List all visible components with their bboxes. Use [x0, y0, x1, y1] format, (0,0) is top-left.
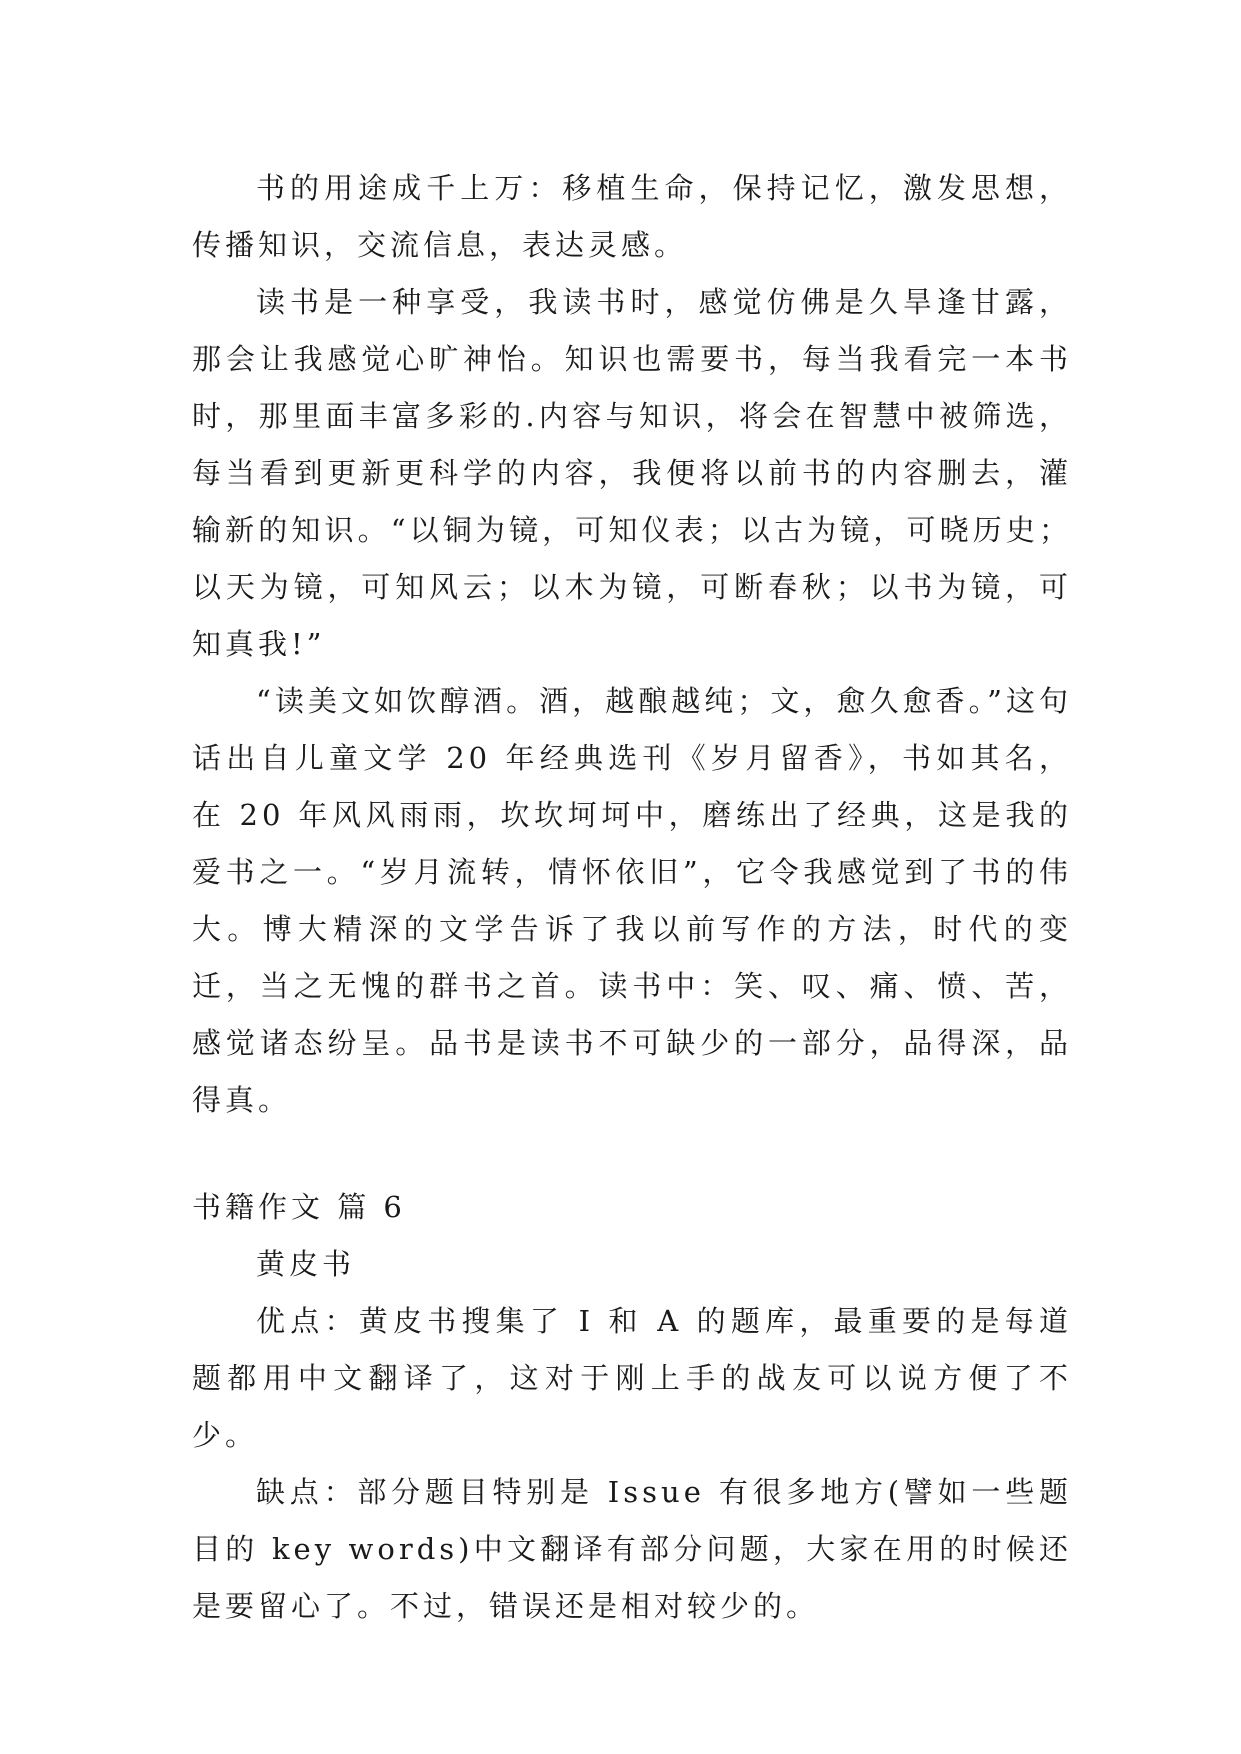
- paragraph-book-uses: 书的用途成千上万：移植生命，保持记忆，激发思想，传播知识，交流信息，表达灵感。: [192, 171, 1072, 262]
- paragraph-advantages: 优点：黄皮书搜集了 I 和 A 的题库，最重要的是每道题都用中文翻译了，这对于刚上手的战友可以说方便了不少。: [192, 1304, 1072, 1452]
- section-subheading: 黄皮书: [256, 1247, 356, 1281]
- paragraph-disadvantages: 缺点：部分题目特别是 Issue 有很多地方(譬如一些题目的 key words)中文翻译有部分问题，大家在用的时候还是要留心了。不过，错误还是相对较少的。: [192, 1475, 1072, 1623]
- section-heading: 书籍作文 篇 6: [192, 1190, 406, 1224]
- document-body: [192, 160, 1072, 1635]
- paragraph-reading-enjoyment: 读书是一种享受，我读书时，感觉仿佛是久旱逢甘露，那会让我感觉心旷神怡。知识也需要书，每当我看完一本书时，那里面丰富多彩的.内容与知识，将会在智慧中被筛选，每当看到更新更科学的内容，我便将以前书的内容删去，灌输新的知识。“以铜为镜，可知仪表；以古为镜，可晓历史；以天为镜，可知风云；以木为镜，可断春秋；以书为镜，可知真我!”: [192, 285, 1072, 661]
- paragraph-favorite-book: “读美文如饮醇酒。酒，越酿越纯；文，愈久愈香。”这句话出自儿童文学 20 年经典选刊《岁月留香》，书如其名，在 20 年风风雨雨，坎坎坷坷中，磨练出了经典，这是我的爱书之一。“岁月流转，情怀依旧”，它令我感觉到了书的伟大。博大精深的文学告诉了我以前写作的方法，时代的变迁，当之无愧的群书之首。读书中：笑、叹、痛、愤、苦，感觉诸态纷呈。品书是读书不可缺少的一部分，品得深，品得真。: [192, 684, 1072, 1117]
